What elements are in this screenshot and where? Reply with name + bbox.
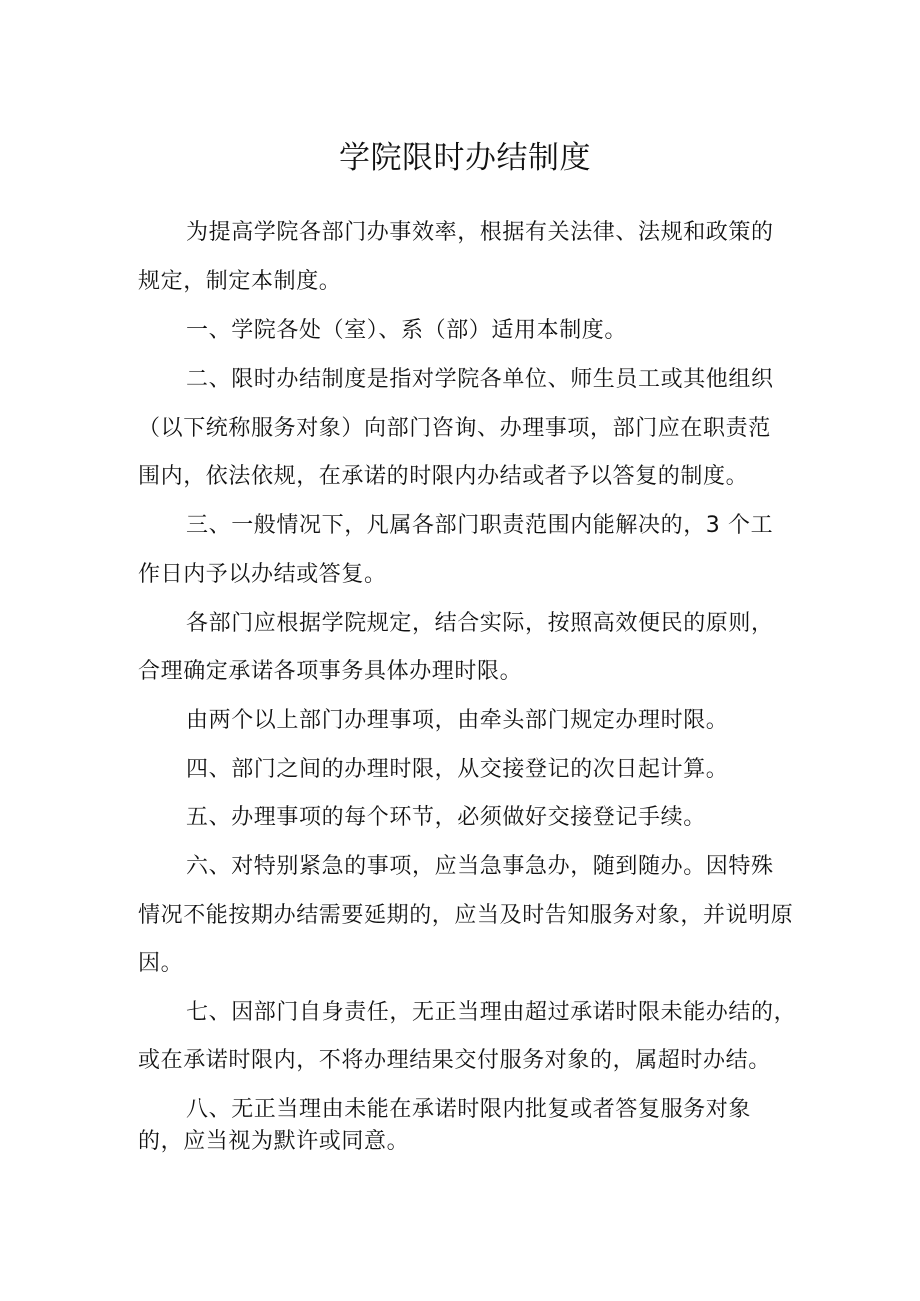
clause-3-line-1: 三、一般情况下，凡属各部门职责范围内能解决的，3 个工 — [186, 513, 774, 538]
clause-2-line-2: （以下统称服务对象）向部门咨询、办理事项，部门应在职责范 — [138, 416, 771, 441]
clause-3-line-2: 作日内予以办结或答复。 — [138, 562, 387, 587]
clause-8-line-1: 八、无正当理由未能在承诺时限内批复或者答复服务对象 — [186, 1097, 752, 1122]
clause-6-line-3: 因。 — [138, 951, 184, 976]
clause-6-line-1: 六、对特别紧急的事项，应当急事急办，随到随办。因特殊 — [186, 854, 774, 879]
clause-4-line-1: 四、部门之间的办理时限，从交接登记的次日起计算。 — [186, 757, 729, 782]
clause-3-sub-2-line-1: 由两个以上部门办理事项，由牵头部门规定办理时限。 — [186, 708, 729, 733]
paragraph-intro-line-2: 规定，制定本制度。 — [138, 269, 342, 294]
clause-7-line-2: 或在承诺时限内，不将办理结果交付服务对象的，属超时办结。 — [138, 1048, 771, 1073]
clause-2-line-3: 围内，依法依规，在承诺的时限内办结或者予以答复的制度。 — [138, 464, 749, 489]
paragraph-intro-line-1: 为提高学院各部门办事效率，根据有关法律、法规和政策的 — [186, 220, 774, 245]
clause-7-line-1: 七、因部门自身责任，无正当理由超过承诺时限未能办结的， — [186, 1000, 797, 1025]
clause-1-line-1: 一、学院各处（室）、系（部）适用本制度。 — [186, 318, 628, 343]
document-title: 学院限时办结制度 — [339, 140, 591, 176]
clause-6-line-2: 情况不能按期办结需要延期的，应当及时告知服务对象，并说明原 — [138, 903, 794, 928]
clause-3-sub-1-line-2: 合理确定承诺各项事务具体办理时限。 — [138, 659, 523, 684]
clause-5-line-1: 五、办理事项的每个环节，必须做好交接登记手续。 — [186, 805, 706, 830]
clause-2-line-1: 二、限时办结制度是指对学院各单位、师生员工或其他组织 — [186, 367, 774, 392]
clause-8-line-2: 的，应当视为默许或同意。 — [138, 1129, 410, 1154]
clause-3-sub-1-line-1: 各部门应根据学院规定，结合实际，按照高效便民的原则， — [186, 611, 774, 636]
